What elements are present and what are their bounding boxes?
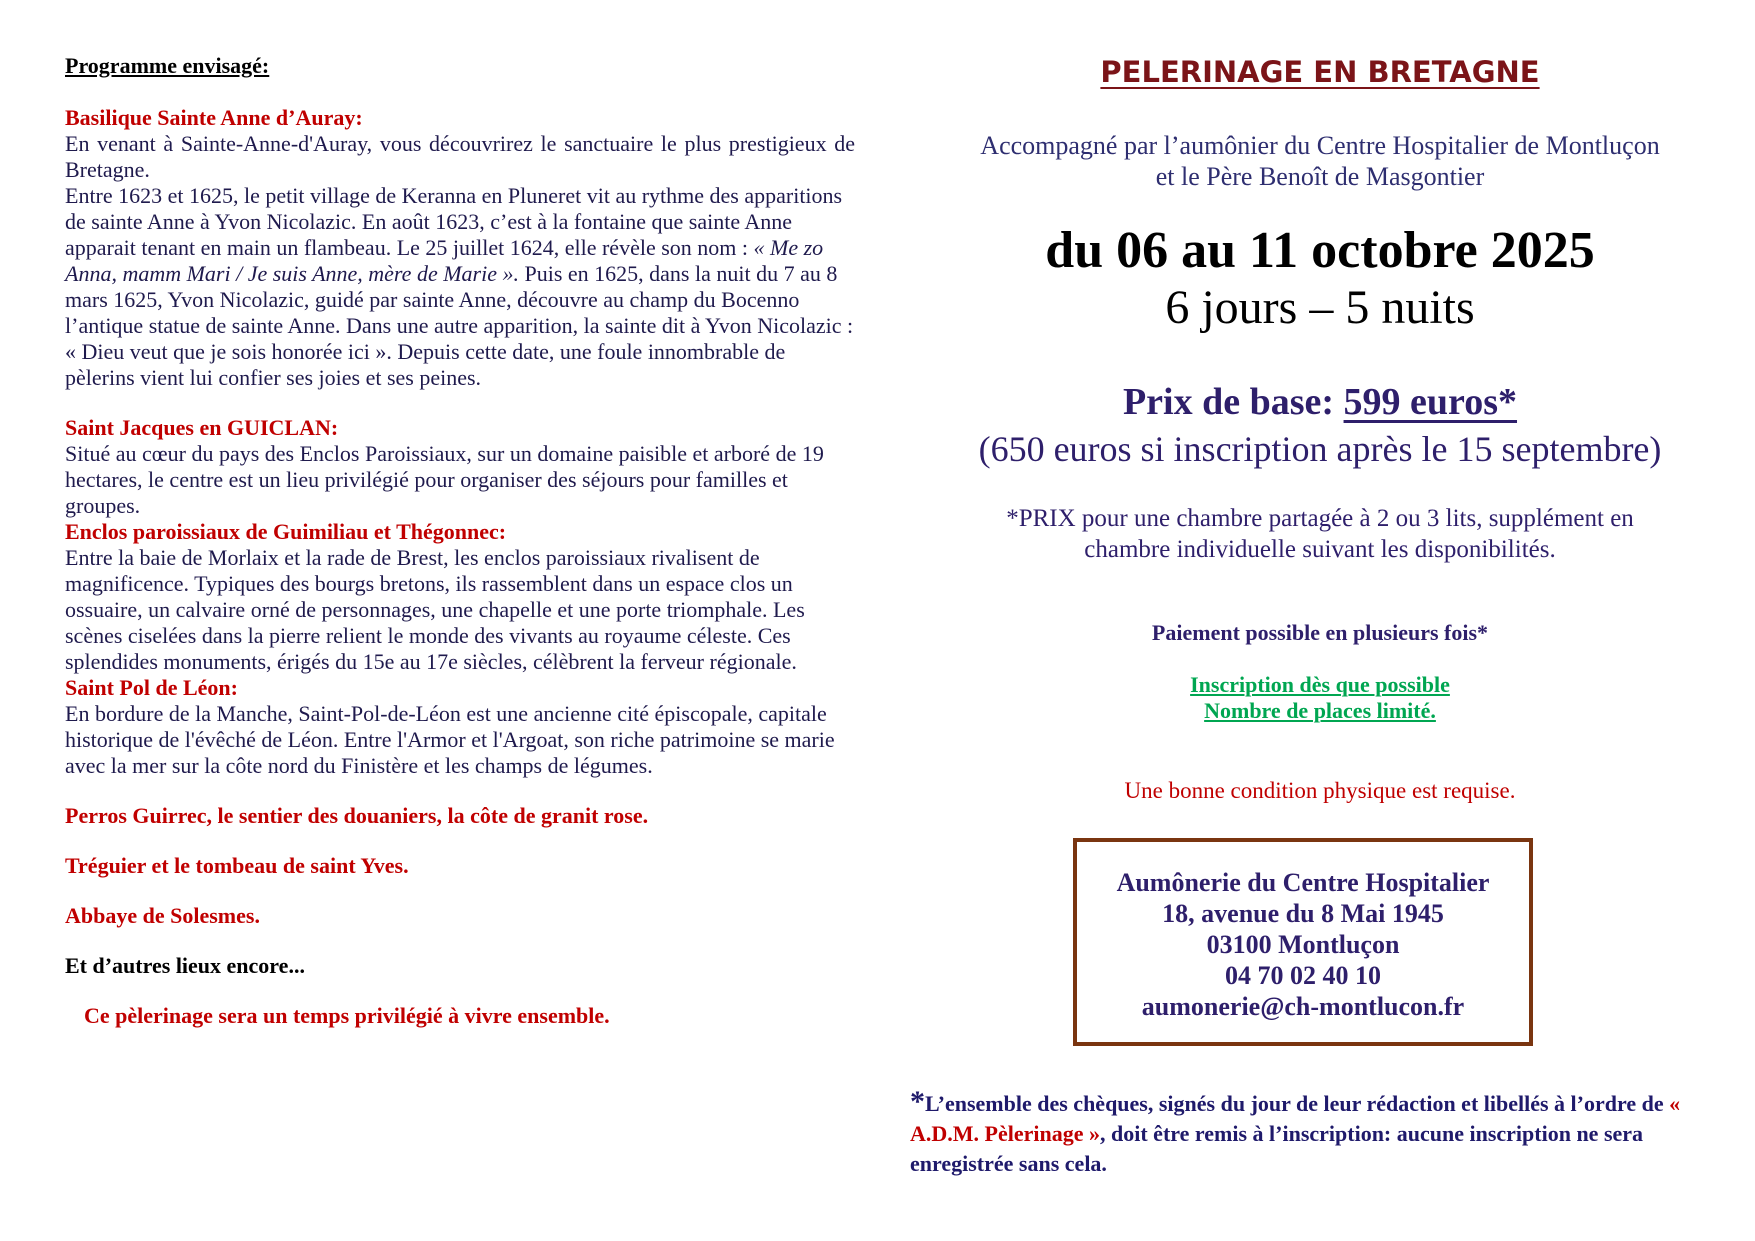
accompaniment-line-2: et le Père Benoît de Masgontier <box>1155 162 1485 191</box>
physical-condition-note: Une bonne condition physique est requise. <box>1124 778 1516 803</box>
closing-line: Ce pèlerinage sera un temps privilégié à vivre ensemble. <box>84 1003 610 1028</box>
late-price: (650 euros si inscription après le 15 septembre) <box>978 429 1662 469</box>
anne-text-end: Puis en 1625, dans la nuit du 7 au 8 mars 1625, Yvon Nicolazic, guidé par sainte Anne, découvre au champ du Bocenno l’antique statue de sainte Anne. Dans une autre apparition, la sainte dit à Yvon Nicolazic : « Dieu veut que je sois honorée ici ». Depuis cette date, une foule innombrable de pèlerins vient lui confier ses joies et ses peines. <box>65 261 854 390</box>
accompaniment-line-1: Accompagné par l’aumônier du Centre Hospitalier de Montluçon <box>980 131 1660 160</box>
contact-box <box>1073 838 1533 1046</box>
price-note-line-2: chambre individuelle suivant les disponibilités. <box>1084 536 1556 563</box>
registration-info <box>905 672 1735 724</box>
trip-duration: 6 jours – 5 nuits <box>1165 281 1475 334</box>
footnote-star: * <box>910 1085 925 1118</box>
pol-paragraph: En bordure de la Manche, Saint-Pol-de-Léon est une ancienne cité épiscopale, capitale historique de l'évêché de Léon. Entre l'Armor et l'Argoat, son riche patrimoine se marie avec la mer sur la côte nord du Finistère et les champs de légumes. <box>65 701 835 778</box>
program-column <box>65 53 855 1029</box>
contact-street: 18, avenue du 8 Mai 1945 <box>1162 899 1444 928</box>
price-note <box>905 503 1735 565</box>
payment-info: Paiement possible en plusieurs fois* <box>1151 620 1489 645</box>
footnote-part-1: L’ensemble des chèques, signés du jour de leur rédaction et libellés à l’ordre de <box>925 1091 1670 1116</box>
programme-title: Programme envisagé: <box>65 53 270 78</box>
registration-line-2: Nombre de places limité. <box>1204 698 1436 723</box>
anne-text-start: Entre 1623 et 1625, le petit village de Keranna en Pluneret vit au rythme des apparitions de sainte Anne à Yvon Nicolazic. En août 1623, c’est à la fontaine que sainte Anne apparait tenant en main un flambeau. Le 25 juillet 1624, elle révèle son nom : <box>65 183 843 260</box>
section-title-anne: Basilique Sainte Anne d’Auray: <box>65 105 363 130</box>
section-title-pol: Saint Pol de Léon: <box>65 675 238 700</box>
autres-lieux-line: Et d’autres lieux encore... <box>65 953 305 978</box>
contact-email: aumonerie@ch-montlucon.fr <box>1141 992 1465 1021</box>
cheque-footnote <box>910 1087 1710 1179</box>
price-label: Prix de base: <box>1122 381 1344 423</box>
perros-line: Perros Guirrec, le sentier des douaniers, la côte de granit rose. <box>65 803 649 828</box>
footnote-part-2: , doit être remis à l’inscription: aucune inscription ne sera enregistrée sans cela. <box>910 1121 1644 1176</box>
anne-paragraph-2 <box>65 183 855 391</box>
section-title-enclos: Enclos paroissiaux de Guimiliau et Thégonnec: <box>65 519 507 544</box>
contact-phone: 04 70 02 40 10 <box>1225 961 1381 990</box>
section-title-jacques: Saint Jacques en GUICLAN: <box>65 415 339 440</box>
trip-dates: du 06 au 11 octobre 2025 <box>1045 222 1595 279</box>
anne-paragraph-1: En venant à Sainte-Anne-d'Auray, vous découvrirez le sanctuaire le plus prestigieux de Bretagne. <box>65 131 855 182</box>
contact-city: 03100 Montluçon <box>1206 930 1400 959</box>
solesmes-line: Abbaye de Solesmes. <box>65 903 260 928</box>
anne-quote: « Me zo Anna, mamm Mari / Je suis Anne, mère de Marie ». <box>65 235 824 286</box>
base-price <box>905 380 1735 424</box>
enclos-paragraph: Entre la baie de Morlaix et la rade de Brest, les enclos paroissiaux rivalisent de magnificence. Typiques des bourgs bretons, ils rassemblent dans un espace clos un ossuaire, un calvaire orné de personnages, une chapelle et une porte triomphale. Les scènes ciselées dans la pierre relient le monde des vivants au royaume céleste. Ces splendides monuments, érigés du 15e au 17e siècles, célèbrent la ferveur régionale. <box>65 545 805 674</box>
footnote-order-name: « A.D.M. Pèlerinage » <box>910 1091 1681 1146</box>
page-title: PELERINAGE EN BRETAGNE <box>1100 55 1540 89</box>
price-amount: 599 euros* <box>1343 381 1518 423</box>
accompaniment <box>905 130 1735 192</box>
treguier-line: Tréguier et le tombeau de saint Yves. <box>65 853 409 878</box>
contact-name: Aumônerie du Centre Hospitalier <box>1116 868 1490 897</box>
registration-line-1: Inscription dès que possible <box>1190 672 1450 697</box>
price-note-line-1: *PRIX pour une chambre partagée à 2 ou 3 lits, supplément en <box>1006 505 1634 532</box>
jacques-paragraph: Situé au cœur du pays des Enclos Paroissiaux, sur un domaine paisible et arboré de 19 hectares, le centre est un lieu privilégié pour organiser des séjours pour familles et groupes. <box>65 441 824 518</box>
